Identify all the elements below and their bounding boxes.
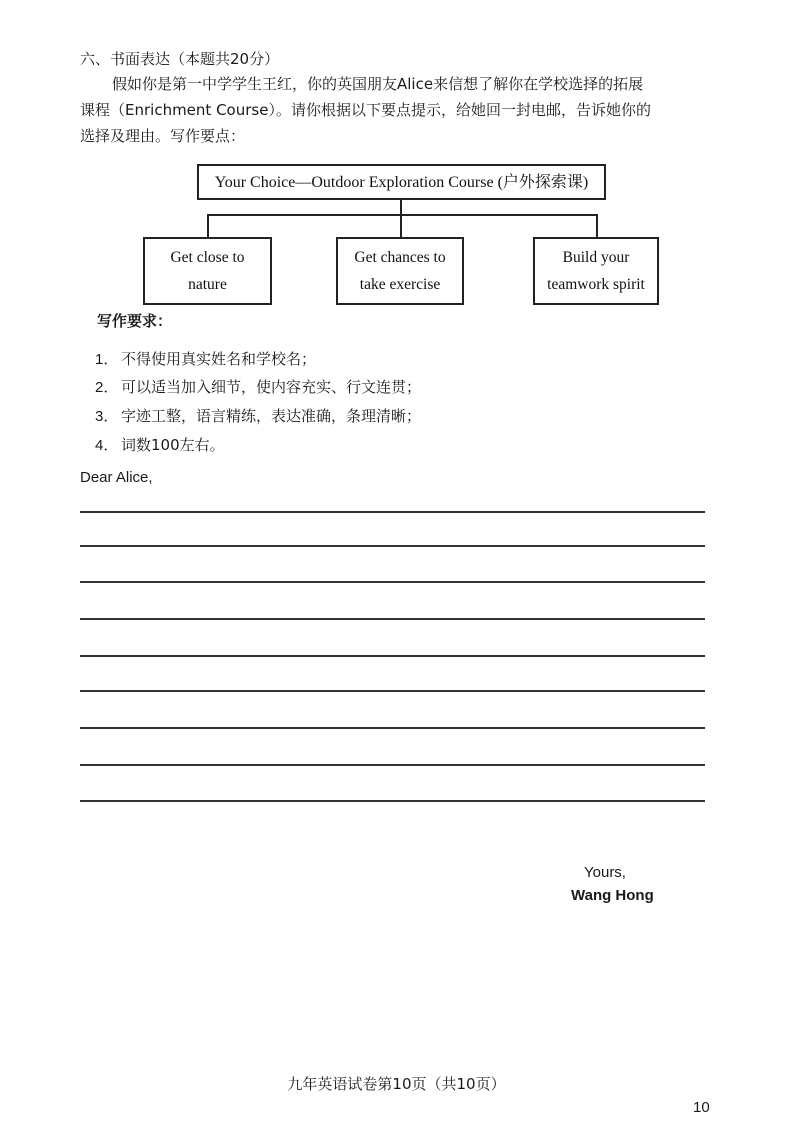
diagram-point-line: Get close to — [170, 249, 245, 266]
page-number: 10 — [693, 1099, 710, 1116]
requirement-number: 1． — [95, 351, 119, 368]
writing-line[interactable] — [80, 764, 705, 766]
diagram-point-box — [143, 237, 272, 305]
instruction-line-1: 假如你是第一中学学生王红，你的英国朋友Alice来信想了解你在学校选择的拓展 — [112, 75, 644, 93]
requirement-text: 字迹工整，语言精练，表达准确，条理清晰； — [121, 407, 422, 425]
diagram-point-line: Get chances to — [354, 249, 446, 266]
diagram-point-line: nature — [188, 276, 227, 293]
diagram-main-text: Your Choice—Outdoor Exploration Course (户外探索课) — [214, 173, 589, 191]
requirement-item — [95, 380, 421, 395]
writing-line[interactable] — [80, 655, 705, 657]
requirement-text: 词数100左右。 — [121, 436, 225, 454]
letter-greeting: Dear Alice, — [80, 469, 153, 486]
requirement-text: 可以适当加入细节，使内容充实、行文连贯； — [121, 378, 422, 396]
letter-closing: Yours, — [584, 864, 626, 881]
writing-line[interactable] — [80, 618, 705, 620]
requirement-item — [95, 438, 225, 453]
writing-line[interactable] — [80, 581, 705, 583]
diagram-main-box — [197, 164, 606, 200]
requirements-title: 写作要求： — [97, 312, 173, 330]
diagram-point-line: teamwork spirit — [547, 276, 645, 293]
connector-horizontal — [207, 214, 598, 216]
diagram-point-line: Build your — [562, 249, 630, 266]
writing-line[interactable] — [80, 690, 705, 692]
diagram-point-box — [336, 237, 464, 305]
requirement-number: 3． — [95, 408, 119, 425]
writing-line[interactable] — [80, 727, 705, 729]
requirement-item — [95, 352, 316, 367]
instruction-line-2: 课程（Enrichment Course）。请你根据以下要点提示，给她回一封电邮，告诉她你的 — [80, 101, 651, 119]
diagram-point-box — [533, 237, 659, 305]
diagram-point-line: take exercise — [359, 276, 441, 293]
section-title: 六、书面表达（本题共20分） — [80, 50, 280, 68]
requirement-number: 2． — [95, 379, 119, 396]
instruction-line-3: 选择及理由。写作要点： — [80, 127, 246, 145]
requirement-text: 不得使用真实姓名和学校名； — [121, 350, 317, 368]
writing-line[interactable] — [80, 545, 705, 547]
page-footer: 九年英语试卷第10页（共10页） — [287, 1075, 506, 1093]
letter-signature: Wang Hong — [571, 887, 654, 904]
writing-line[interactable] — [80, 511, 705, 513]
requirement-item — [95, 409, 421, 424]
connector-left — [207, 214, 209, 238]
connector-middle — [400, 214, 402, 238]
connector-right — [596, 214, 598, 238]
requirement-number: 4． — [95, 437, 119, 454]
writing-line[interactable] — [80, 800, 705, 802]
